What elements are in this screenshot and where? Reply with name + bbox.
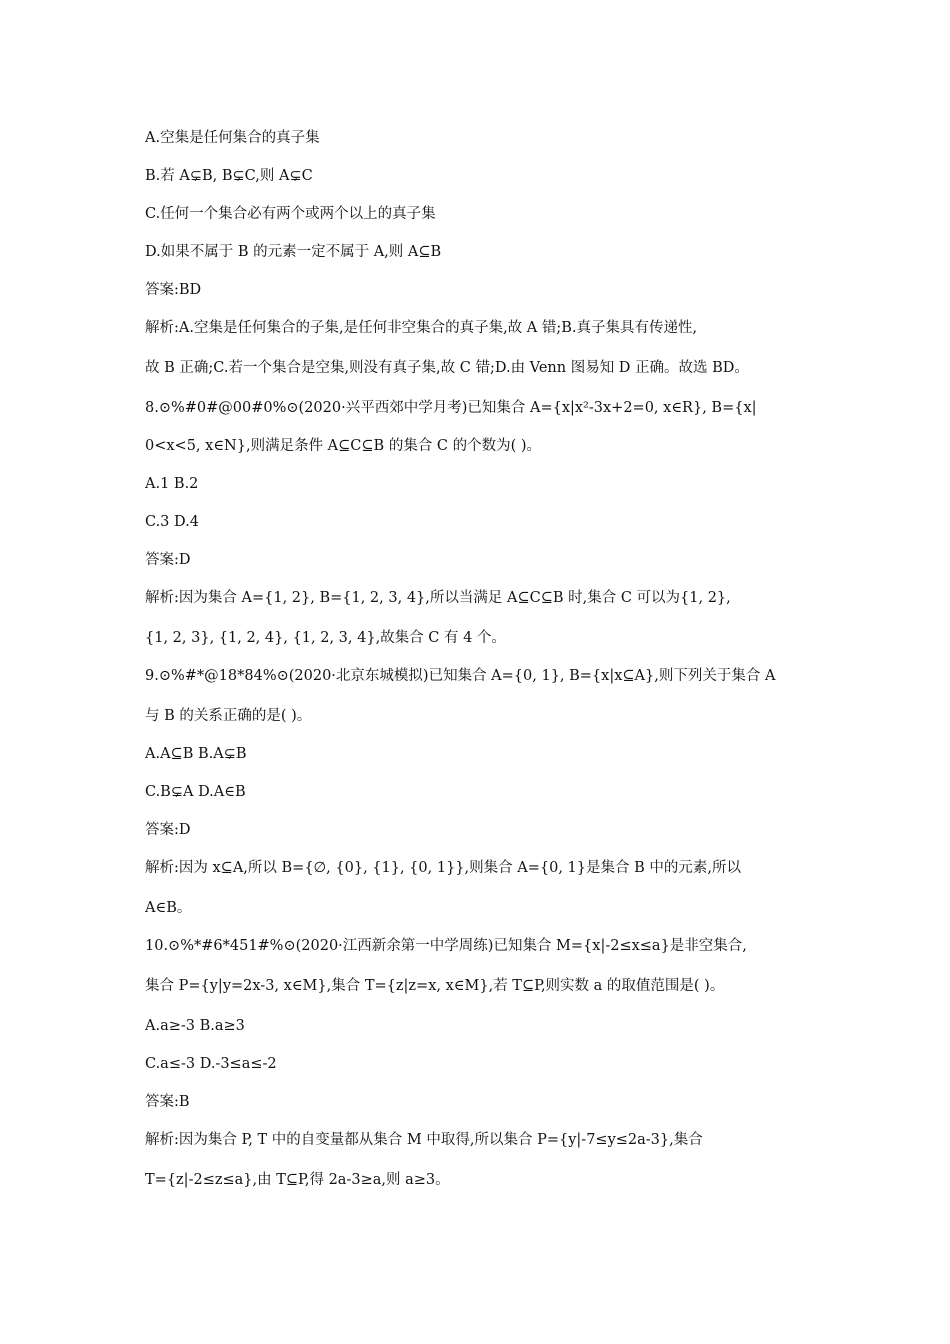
option-7a: A.空集是任何集合的真子集 (145, 130, 320, 146)
answer-8: 答案:D (145, 552, 191, 568)
question-8-line-2: 0<x<5, x∈N},则满足条件 A⊆C⊆B 的集合 C 的个数为( )。 (145, 438, 542, 454)
answer-7: 答案:BD (145, 282, 202, 298)
options-10-cd: C.a≤-3 D.-3≤a≤-2 (145, 1056, 277, 1072)
explanation-10-line-2: T={z|-2≤z≤a},由 T⊆P,得 2a-3≥a,则 a≥3。 (145, 1172, 450, 1188)
options-9-cd: C.B⊊A D.A∈B (145, 784, 246, 800)
explanation-8-line-2: {1, 2, 3}, {1, 2, 4}, {1, 2, 3, 4},故集合 C 有 4 个。 (145, 630, 506, 646)
option-7b: B.若 A⊊B, B⊊C,则 A⊊C (145, 168, 313, 184)
question-10-line-2: 集合 P={y|y=2x-3, x∈M},集合 T={z|z=x, x∈M},若 T⊆P,则实数 a 的取值范围是( )。 (145, 978, 725, 994)
explanation-7-line-1: 解析:A.空集是任何集合的子集,是任何非空集合的真子集,故 A 错;B.真子集具有传递性, (145, 320, 698, 336)
explanation-8-line-1: 解析:因为集合 A={1, 2}, B={1, 2, 3, 4},所以当满足 A⊆C⊆B 时,集合 C 可以为{1, 2}, (145, 590, 731, 606)
answer-9: 答案:D (145, 822, 191, 838)
options-9-ab: A.A⊆B B.A⊊B (145, 746, 247, 762)
options-10-ab: A.a≥-3 B.a≥3 (145, 1018, 245, 1034)
question-9-line-2: 与 B 的关系正确的是( )。 (145, 708, 312, 724)
options-8-cd: C.3 D.4 (145, 514, 199, 530)
explanation-10-line-1: 解析:因为集合 P, T 中的自变量都从集合 M 中取得,所以集合 P={y|-7≤y≤2a-3},集合 (145, 1132, 703, 1148)
question-8-line-1: 8.⊙%#0#@00#0%⊙(2020·兴平西郊中学月考)已知集合 A={x|x²-3x+2=0, x∈R}, B={x| (145, 400, 757, 416)
explanation-9-line-1: 解析:因为 x⊆A,所以 B={∅, {0}, {1}, {0, 1}},则集合 A={0, 1}是集合 B 中的元素,所以 (145, 860, 741, 876)
options-8-ab: A.1 B.2 (145, 476, 199, 492)
option-7c: C.任何一个集合必有两个或两个以上的真子集 (145, 206, 436, 222)
question-10-line-1: 10.⊙%*#6*451#%⊙(2020·江西新余第一中学周练)已知集合 M={x|-2≤x≤a}是非空集合, (145, 938, 747, 954)
question-9-line-1: 9.⊙%#*@18*84%⊙(2020·北京东城模拟)已知集合 A={0, 1}, B={x|x⊆A},则下列关于集合 A (145, 668, 776, 684)
explanation-7-line-2: 故 B 正确;C.若一个集合是空集,则没有真子集,故 C 错;D.由 Venn 图易知 D 正确。故选 BD。 (145, 360, 749, 376)
answer-10: 答案:B (145, 1094, 190, 1110)
option-7d: D.如果不属于 B 的元素一定不属于 A,则 A⊆B (145, 244, 442, 260)
explanation-9-line-2: A∈B。 (145, 900, 192, 916)
